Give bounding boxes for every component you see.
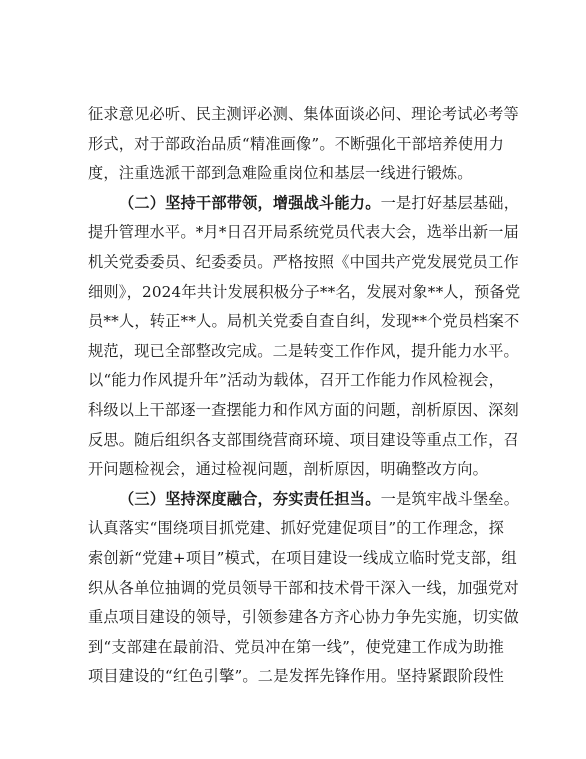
heading-continuation: 一是筑牢战斗堡垒。 bbox=[380, 489, 520, 508]
text-line: 认真落实“围绕项目抓党建、抓好党建促项目”的工作理念，探 bbox=[88, 519, 505, 538]
text-line: 反思。随后组织各支部围绕营商环境、项目建设等重点工作，召 bbox=[88, 430, 519, 449]
paragraph-2 bbox=[88, 189, 521, 485]
text-line: 重点项目建设的领导，引领参建各方齐心协力争先实施，切实做 bbox=[88, 608, 519, 627]
paragraph-3 bbox=[88, 485, 520, 692]
text-line: 形式，对于部政治品质“精准画像”。不断强化干部培养使用力 bbox=[88, 134, 505, 153]
text-line: 以“能力作风提升年”活动为载体，召开工作能力作风检视会， bbox=[88, 371, 505, 390]
section-heading: （三）坚持深度融合，夯实责任担当。 bbox=[119, 489, 381, 508]
text-line: 细则》，2024年共计发展积极分子**名，发展对象**人，预备党 bbox=[88, 282, 521, 301]
section-heading: （二）坚持干部带领，增强战斗能力。 bbox=[119, 193, 381, 212]
text-line: 征求意见必听、民主测评必测、集体面谈必问、理论考试必考等 bbox=[88, 105, 519, 123]
text-line: 开问题检视会，通过检视问题，剖析原因，明确整改方向。 bbox=[88, 460, 489, 479]
text-line: 到“支部建在最前沿、党员冲在第一线”，使党建工作成为助推 bbox=[88, 637, 505, 656]
text-line-first bbox=[88, 189, 520, 219]
heading-continuation: 一是打好基层基础， bbox=[380, 193, 520, 212]
text-line: 度，注重选派干部到急难险重岗位和基层一线进行锻炼。 bbox=[88, 164, 473, 183]
text-line: 提升管理水平。*月*日召开局系统党员代表大会，选举出新一届 bbox=[88, 223, 520, 242]
text-line: 项目建设的“红色引擎”。二是发挥先锋作用。坚持紧跟阶段性 bbox=[88, 667, 505, 686]
document-page bbox=[88, 100, 521, 692]
text-line: 规范，现已全部整改完成。二是转变工作作风，提升能力水平。 bbox=[88, 341, 519, 360]
text-line: 员**人，转正**人。局机关党委自查自纠，发现**个党员档案不 bbox=[88, 312, 520, 331]
text-line: 索创新“党建+项目”模式，在项目建设一线成立临时党支部，组 bbox=[88, 548, 517, 567]
text-line: 织从各单位抽调的党员领导干部和技术骨干深入一线，加强党对 bbox=[88, 578, 519, 597]
text-line: 机关党委委员、纪委委员。严格按照《中国共产党发展党员工作 bbox=[88, 252, 519, 271]
text-line: 科级以上干部逐一查摆能力和作风方面的问题，剖析原因、深刻 bbox=[88, 400, 519, 419]
text-line-first bbox=[88, 485, 520, 515]
paragraph-1 bbox=[88, 100, 519, 189]
